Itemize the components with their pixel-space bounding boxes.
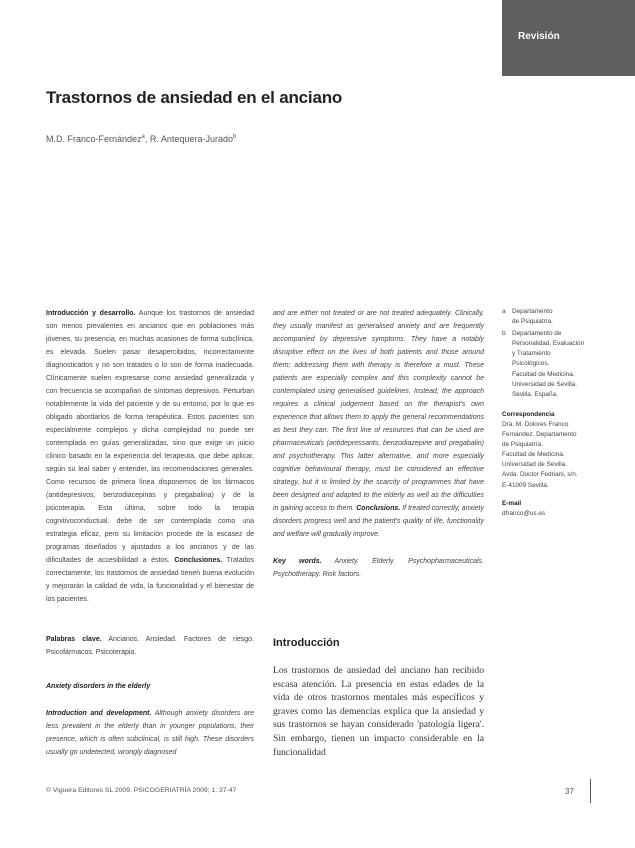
abstract-en-body-end: and are either not treated or are not treated adequately. Clinically, they usually manifest as generalised anxiety and are frequently accompanied by depressive symptoms. They have a notably disruptive effect on the lives of both patients and those around them; addressing them with therapy is therefore a must. These patients are especially complex and this complexity cannot be contemplated using generalised guidelines. Instead, the approach requires a clinical judgement based on the therapist's own experience that allows them to apply the general recommendations as best they can. The first line of resources that can be used are pharmaceuticals (antidepressants, benzodiazepine and pregabalin) and psychotherapy. This latter alternative, and more especially cognitive behavioural therapy, must be considered an effective strategy, but it is limited by the scarcity of programmes that have been designed and adapted to the elderly as well as the difficulties in gaining access to them.	[273, 310, 484, 512]
correspondence-line: Fernández. Departamento	[502, 431, 577, 439]
correspondence-line: E-41009 Sevilla.	[502, 481, 549, 489]
abstract-en-conclusions: If treated correctly, anxiety disorders progress well and the patient's quality of life, functionality and welfare will gradually improve.	[273, 505, 484, 538]
affiliation-line: Departamento	[512, 308, 553, 315]
section-tag	[502, 0, 635, 76]
author-1: M.D. Franco-Fernández	[46, 134, 142, 144]
abstract-column-right	[273, 307, 484, 759]
article-title: Trastornos de ansiedad en el anciano	[46, 88, 343, 107]
author-2: R. Antequera-Jurado	[149, 134, 233, 144]
keywords-es-text: Ancianos. Ansiedad. Factores de riesgo. Psicofármacos. Psicoterapia.	[46, 636, 254, 656]
abstract-en-body-start: Although anxiety disorders are less prevalent in the elderly than in younger populations, their presence, which is often subclinical, is still high. These disorders usually go undetected, wrongly diagnosed	[46, 710, 254, 756]
affiliation-line: Departamento de	[512, 330, 562, 338]
correspondence-heading: Correspondencia	[502, 410, 555, 418]
footer-citation: © Viguera Editores SL 2009. PSICOGERIATRÍA 2009; 1: 37-47	[46, 787, 237, 794]
abstract-english-part2	[273, 307, 484, 541]
email-heading: E-mail	[502, 499, 522, 507]
introduction-heading: Introducción	[273, 637, 340, 649]
abstract-spanish	[46, 307, 254, 606]
abstract-column-left	[46, 307, 254, 759]
keywords-en-label: Key words.	[273, 558, 322, 565]
abstract-es-conclusions-heading: Conclusiones.	[169, 557, 223, 564]
affiliation-line: Psicológicos.	[512, 360, 550, 368]
sidebar-notes	[502, 307, 597, 519]
correspondence-line: Avda. Doctor Fedriani, s/n.	[502, 471, 578, 479]
correspondence-line: Universidad de Sevilla.	[502, 461, 568, 469]
abstract-es-conclusions: Tratados correctamente, los trastornos de ansiedad tienen buena evolución y mejorarán la calidad de vida, la funcionalidad y el bienestar de los pacientes.	[46, 557, 255, 603]
keywords-es-label: Palabras clave.	[46, 636, 102, 643]
correspondence-line: de Psiquiatría.	[502, 441, 543, 449]
author-1-affiliation-mark: a	[141, 134, 145, 140]
english-title: Anxiety disorders in the elderly	[46, 683, 151, 690]
affiliation-a	[502, 307, 597, 327]
affiliation-b	[502, 329, 597, 400]
keywords-spanish	[46, 633, 254, 659]
abstract-en-conclusions-heading: Conclusions.	[354, 505, 401, 512]
abstract-en-heading: Introduction and development.	[46, 710, 152, 717]
keywords-english	[273, 555, 484, 581]
page-number-rule	[590, 779, 591, 803]
correspondence-line: Facultad de Medicina.	[502, 451, 565, 459]
author-2-affiliation-mark: b	[232, 134, 237, 140]
abstract-english-part1	[46, 707, 254, 759]
abstract-es-body: Aunque los trastornos de ansiedad son menos prevalentes en ancianos que en poblaciones más jóvenes, su presencia, en muchas ocasiones de forma subclínica, es elevada. Suelen pasar desapercibidos, incorrectamente diagnosticados y no son tratados o lo son de forma inadecuada. Clínicamente suelen expresarse como ansiedad generalizada y con frecuencia se acompañan de síntomas depresivos. Perturban notablemente la vida del paciente y de su entorno, por lo que es obligado abordarlos de forma terapéutica. Estos pacientes son especialmente complejos y dicha complejidad no puede ser contemplada en guías generalizadas, sino que exige un juicio clínico basado en la experiencia del terapeuta, que debe aplicar, según su leal saber y entender, las recomendaciones generales. Como recursos de primera línea disponemos de los fármacos (antidepresivos, benzodiacepinas y pregabalina) y de la psicoterapia. Esta última, sobre todo la terapia cognitivoconductual, debe de ser contemplada como una estrategia eficaz, pero su limitación procede de la escasez de programas diseñados y ajustados a los ancianos y de las dificultades de accesibilidad a éstos.	[46, 310, 254, 564]
affiliation-line: Facultad de Medicina.	[512, 370, 575, 378]
affiliation-a-mark: a	[502, 308, 506, 315]
page-number: 37	[565, 787, 574, 796]
abstract-es-heading: Introducción y desarrollo.	[46, 310, 136, 317]
email-address[interactable]: dfranco@us.es	[502, 509, 546, 517]
author-separator: ,	[144, 134, 150, 144]
affiliation-line: Sevilla, España.	[512, 390, 558, 398]
correspondence-line: Dra. M. Dolores Franco	[502, 420, 569, 428]
section-label: Revisión	[518, 31, 560, 42]
affiliation-b-mark: b	[502, 330, 506, 338]
affiliation-line: Personalidad, Evaluación	[512, 340, 585, 348]
affiliation-line: de Psiquiatría.	[512, 318, 553, 326]
author-list	[46, 134, 236, 144]
affiliation-line: y Tratamiento	[512, 350, 551, 358]
introduction-paragraph: Los trastornos de ansiedad del anciano han recibido escasa atención. La presencia en estas edades de la vida de otros trastornos mentales más específicos y graves como las demencias explica que la ansiedad y sus trastornos se hayan considerado 'patología ligera'. Sin embargo, tienen un impacto considerable en la funcionalidad	[273, 665, 484, 758]
keywords-en-text: Anxiety. Elderly. Psychopharmaceuticals. Psychotherapy. Risk factors.	[273, 558, 484, 578]
affiliation-line: Universidad de Sevilla.	[512, 380, 578, 388]
